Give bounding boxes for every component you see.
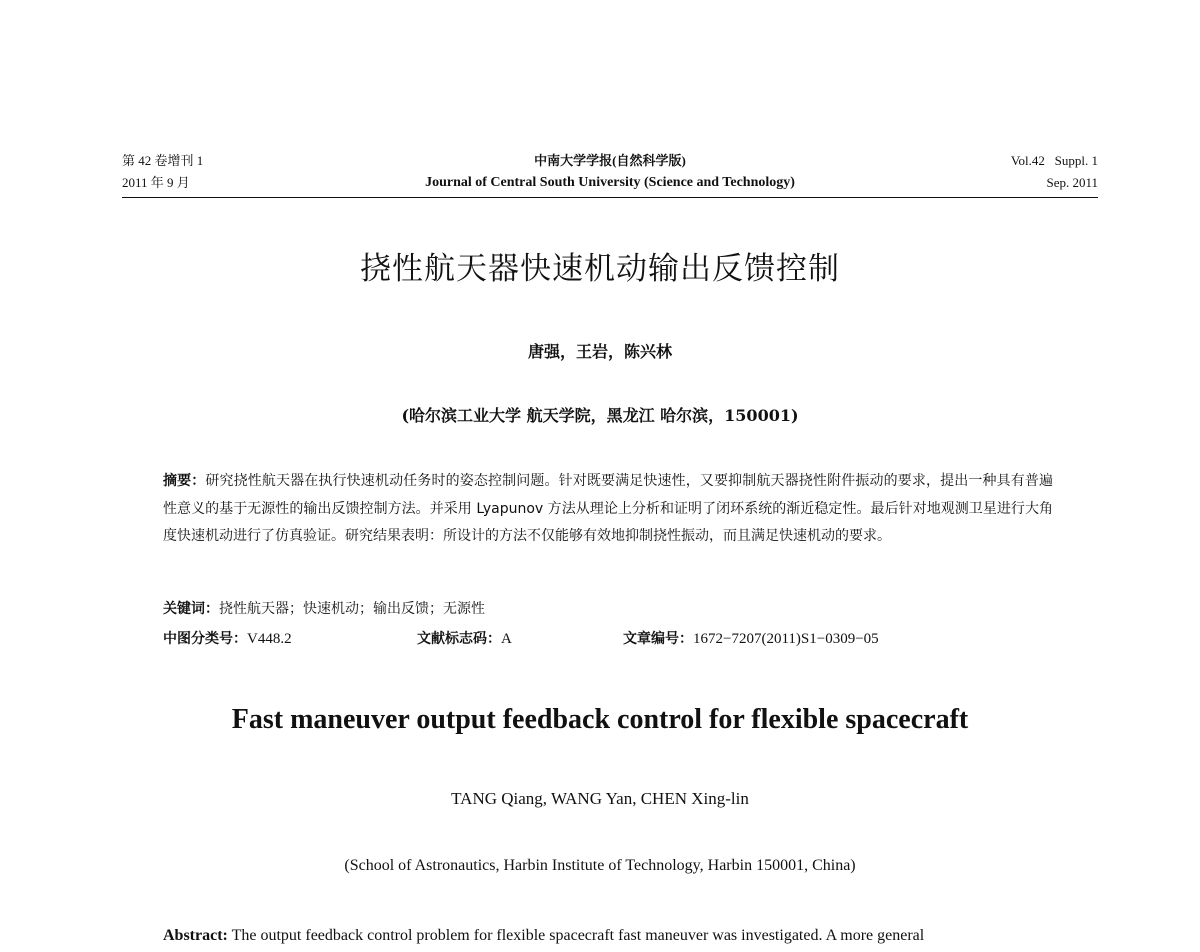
clc-number (163, 627, 292, 651)
running-header-center (122, 150, 1098, 194)
chinese-title: 挠性航天器快速机动输出反馈控制 (360, 251, 840, 287)
english-title: Fast maneuver output feedback control for flexible spacecraft (231, 704, 969, 735)
article-number (623, 627, 879, 651)
classification-line (163, 627, 1053, 653)
doc-code-label: 文献标志码： (417, 631, 501, 647)
running-header-right (1011, 150, 1098, 194)
journal-cn: 中南大学学报(自然科学版) (534, 153, 686, 168)
header-rule (122, 197, 1098, 198)
chinese-authors: 唐强，王岩，陈兴林 (527, 342, 672, 361)
chinese-abstract-label: 摘要： (163, 473, 206, 489)
doc-code-value: A (501, 631, 512, 647)
chinese-keywords (163, 597, 1053, 621)
journal-en: Journal of Central South University (Science and Technology) (425, 175, 795, 190)
date-cn: 2011 年 9 月 (122, 175, 190, 190)
article-no-label: 文章编号： (623, 631, 693, 647)
english-abstract (163, 924, 1058, 948)
clc-value: V448.2 (247, 631, 292, 647)
chinese-abstract (163, 468, 1053, 551)
chinese-affiliation: (哈尔滨工业大学 航天学院，黑龙江 哈尔滨，150001) (401, 406, 799, 425)
running-header (122, 150, 1098, 198)
english-authors: TANG Qiang, WANG Yan, CHEN Xing-lin (451, 789, 749, 808)
english-affiliation: (School of Astronautics, Harbin Institute of Technology, Harbin 150001, China) (344, 857, 856, 874)
chinese-abstract-text: 研究挠性航天器在执行快速机动任务时的姿态控制问题。针对既要满足快速性，又要抑制航天器挠性附件振动的要求，提出一种具有普遍性意义的基于无源性的输出反馈控制方法。并采用 Lyapunov 方法从理论上分析和证明了闭环系统的渐近稳定性。最后针对地观测卫星进行大角度快速机动进行了仿真验证。研究结果表明：所设计的方法不仅能够有效地抑制挠性振动，而且满足快速机动的要求。 (163, 473, 1053, 544)
date-en: Sep. 2011 (1046, 175, 1098, 190)
document-code (417, 627, 512, 651)
chinese-keywords-label: 关键词： (163, 601, 219, 617)
article-no-value: 1672−7207(2011)S1−0309−05 (693, 631, 879, 647)
volume-en: Vol.42 Suppl. 1 (1010, 153, 1098, 168)
english-abstract-text: The output feedback control problem for flexible spacecraft fast maneuver was investigated. A more general (231, 927, 925, 944)
volume-cn: 第 42 卷增刊 1 (122, 153, 204, 168)
english-abstract-label: Abstract: (163, 927, 228, 944)
chinese-keywords-text: 挠性航天器；快速机动；输出反馈；无源性 (219, 601, 485, 617)
clc-label: 中图分类号： (163, 631, 247, 647)
